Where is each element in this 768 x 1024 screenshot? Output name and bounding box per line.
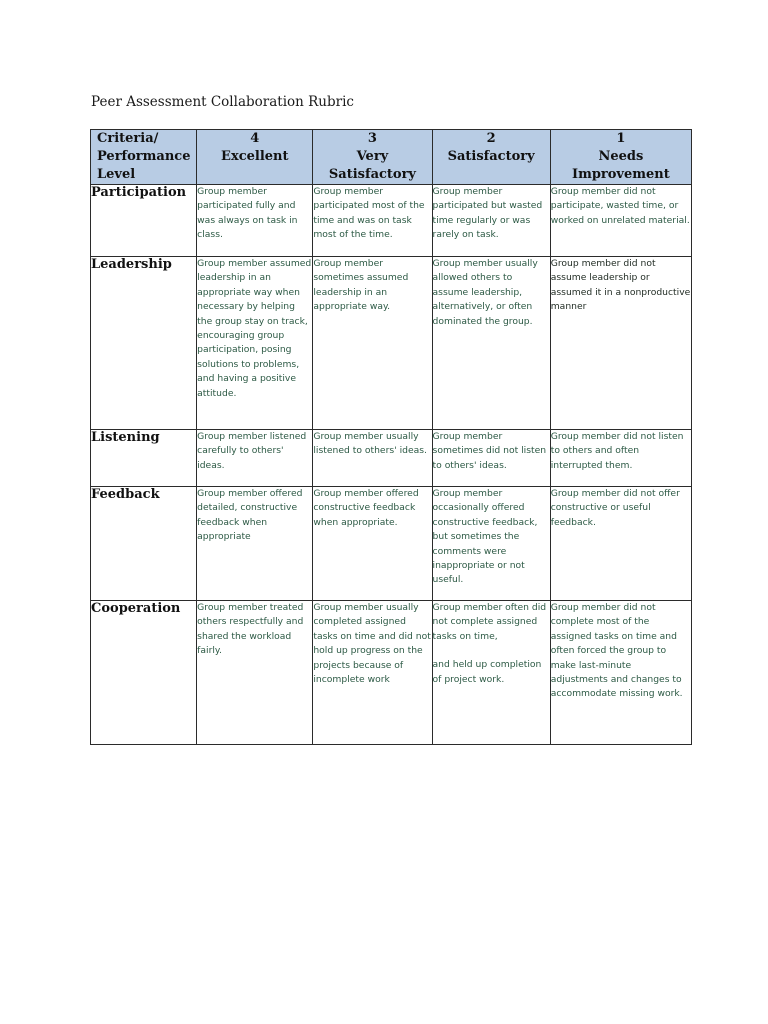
spacer (433, 644, 550, 658)
header-row (91, 130, 692, 185)
criterion-label: Participation (91, 185, 197, 257)
cell-text: Group member offered detailed, constructive feedback when appropriate (197, 488, 303, 543)
row-listening (91, 430, 692, 487)
cell-level-3 (313, 185, 432, 257)
cell-text: Group member usually listened to others' ideas. (313, 431, 427, 457)
cell-text: Group member occasionally offered constructive feedback, but sometimes the comments were inappropriate or not useful. (432, 488, 538, 586)
cell-text: Group member did not offer constructive or useful feedback. (550, 488, 680, 528)
cell-text: Group member offered constructive feedback when appropriate. (313, 488, 419, 528)
cell-level-2 (432, 487, 550, 601)
row-cooperation (91, 601, 692, 745)
level-score: 4 (250, 131, 260, 146)
cell-level-1 (550, 487, 691, 601)
criterion-label: Feedback (91, 487, 197, 601)
cell-text: Group member did not assume leadership or assumed it in a nonproductive manner (550, 258, 691, 313)
level-name: Very Satisfactory (328, 149, 416, 182)
rubric-table (90, 129, 692, 745)
cell-text-continued: and held up completion of project work. (432, 659, 542, 685)
cell-level-3 (313, 601, 432, 745)
cell-text: Group member did not listen to others and often interrupted them. (550, 431, 684, 471)
cell-text: Group member listened carefully to others' ideas. (197, 431, 307, 471)
cell-text: Group member sometimes did not listen to others' ideas. (432, 431, 547, 471)
criterion-label: Leadership (91, 257, 197, 430)
criterion-label: Cooperation (91, 601, 197, 745)
cell-level-4 (197, 185, 313, 257)
row-leadership (91, 257, 692, 430)
cell-level-1 (550, 430, 691, 487)
level-name: Needs Improvement (571, 149, 670, 182)
cell-level-2 (432, 430, 550, 487)
cell-text: Group member usually allowed others to assume leadership, alternatively, or often dominated the group. (432, 258, 538, 327)
cell-text: Group member participated but wasted time regularly or was rarely on task. (432, 186, 543, 241)
level-score: 2 (486, 131, 496, 146)
cell-level-2 (432, 601, 550, 745)
cell-level-1 (550, 601, 691, 745)
cell-text: Group member treated others respectfully and shared the workload fairly. (197, 602, 304, 657)
level-2-header (432, 130, 550, 185)
cell-text: Group member often did not complete assigned tasks on time, (432, 602, 547, 642)
level-4-header (197, 130, 313, 185)
cell-level-1 (550, 185, 691, 257)
criteria-header: Criteria/ Performance Level (91, 130, 197, 185)
level-name: Satisfactory (447, 149, 535, 164)
cell-level-2 (432, 257, 550, 430)
cell-level-1 (550, 257, 691, 430)
cell-text: Group member participated fully and was always on task in class. (197, 186, 298, 241)
level-1-header (550, 130, 691, 185)
row-participation (91, 185, 692, 257)
level-3-header (313, 130, 432, 185)
cell-level-4 (197, 430, 313, 487)
cell-level-3 (313, 257, 432, 430)
level-name: Excellent (221, 149, 289, 164)
cell-text: Group member participated most of the time and was on task most of the time. (313, 186, 425, 241)
cell-text: Group member did not participate, wasted time, or worked on unrelated material. (550, 186, 690, 226)
level-score: 3 (367, 131, 377, 146)
cell-text: Group member usually completed assigned tasks on time and did not hold up progress on the projects because of incomplete work (313, 602, 431, 686)
cell-level-4 (197, 601, 313, 745)
cell-level-3 (313, 487, 432, 601)
cell-text: Group member did not complete most of the assigned tasks on time and often forced the group to make last-minute adjustments and changes to accommodate missing work. (550, 602, 683, 700)
document-title: Peer Assessment Collaboration Rubric (91, 94, 354, 110)
row-feedback (91, 487, 692, 601)
level-score: 1 (616, 131, 626, 146)
criterion-label: Listening (91, 430, 197, 487)
cell-level-4 (197, 257, 313, 430)
cell-level-4 (197, 487, 313, 601)
cell-level-2 (432, 185, 550, 257)
cell-level-3 (313, 430, 432, 487)
cell-text: Group member assumed leadership in an appropriate way when necessary by helping the group stay on track, encouraging group participation, posing solutions to problems, and having a positive attitude. (197, 258, 312, 399)
cell-text: Group member sometimes assumed leadership in an appropriate way. (313, 258, 409, 313)
